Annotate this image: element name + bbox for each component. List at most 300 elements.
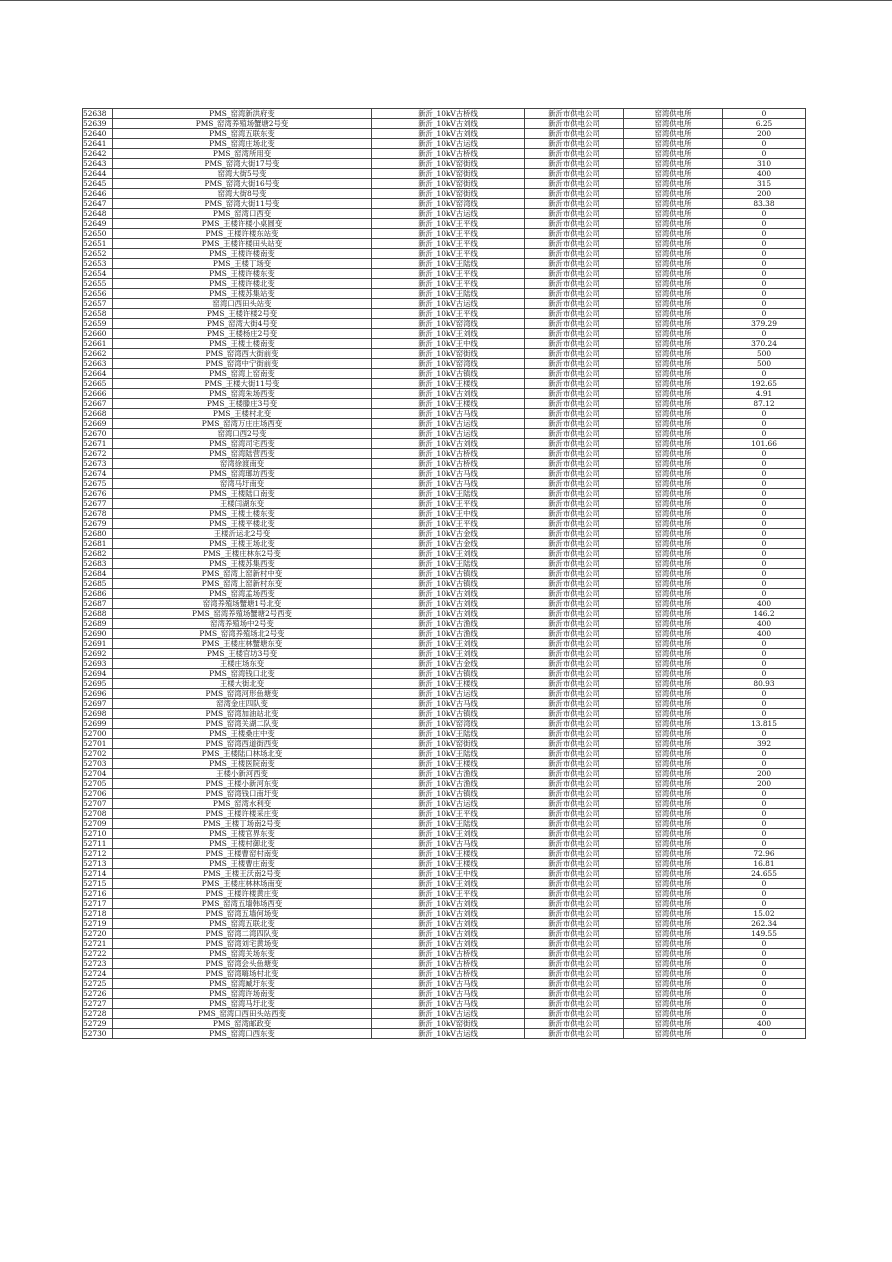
company-cell: 新沂市供电公司 (525, 789, 624, 799)
station-cell: 窑湾供电所 (624, 959, 723, 969)
station-cell: 窑湾供电所 (624, 879, 723, 889)
company-cell: 新沂市供电公司 (525, 599, 624, 609)
company-cell: 新沂市供电公司 (525, 849, 624, 859)
company-cell: 新沂市供电公司 (525, 229, 624, 239)
value-cell: 0 (723, 419, 806, 429)
row-id-cell: 52673 (83, 459, 113, 469)
value-cell: 0 (723, 989, 806, 999)
row-id-cell: 52722 (83, 949, 113, 959)
company-cell: 新沂市供电公司 (525, 499, 624, 509)
value-cell: 0 (723, 729, 806, 739)
transformer-name-cell: PMS_窑湾口西变 (113, 209, 372, 219)
row-id-cell: 52706 (83, 789, 113, 799)
row-id-cell: 52663 (83, 359, 113, 369)
company-cell: 新沂市供电公司 (525, 719, 624, 729)
transformer-name-cell: PMS_王楼陆口林场北变 (113, 749, 372, 759)
station-cell: 窑湾供电所 (624, 589, 723, 599)
value-cell: 400 (723, 1019, 806, 1029)
feeder-line-cell: 新沂_10kV王陆线 (372, 489, 525, 499)
table-row (83, 109, 806, 119)
table-row (83, 689, 806, 699)
table-row (83, 879, 806, 889)
station-cell: 窑湾供电所 (624, 979, 723, 989)
transformer-name-cell: PMS_窑湾关湖二队变 (113, 719, 372, 729)
company-cell: 新沂市供电公司 (525, 359, 624, 369)
row-id-cell: 52674 (83, 469, 113, 479)
company-cell: 新沂市供电公司 (525, 329, 624, 339)
transformer-name-cell: 窑湾大街5号变 (113, 169, 372, 179)
value-cell: 15.02 (723, 909, 806, 919)
table-row (83, 759, 806, 769)
company-cell: 新沂市供电公司 (525, 459, 624, 469)
transformer-name-cell: PMS_王楼王沃南2号变 (113, 869, 372, 879)
feeder-line-cell: 新沂_10kV王平线 (372, 309, 525, 319)
company-cell: 新沂市供电公司 (525, 119, 624, 129)
value-cell: 80.93 (723, 679, 806, 689)
value-cell: 0 (723, 709, 806, 719)
transformer-name-cell: PMS_窑湾中宁街前变 (113, 359, 372, 369)
feeder-line-cell: 新沂_10kV王刘线 (372, 329, 525, 339)
feeder-line-cell: 新沂_10kV古渔线 (372, 779, 525, 789)
table-row (83, 479, 806, 489)
company-cell: 新沂市供电公司 (525, 649, 624, 659)
row-id-cell: 52689 (83, 619, 113, 629)
table-row (83, 909, 806, 919)
feeder-line-cell: 新沂_10kV王平线 (372, 889, 525, 899)
station-cell: 窑湾供电所 (624, 289, 723, 299)
table-row (83, 769, 806, 779)
station-cell: 窑湾供电所 (624, 199, 723, 209)
value-cell: 0 (723, 899, 806, 909)
table-row (83, 329, 806, 339)
company-cell: 新沂市供电公司 (525, 899, 624, 909)
feeder-line-cell: 新沂_10kV古刘线 (372, 589, 525, 599)
table-row (83, 949, 806, 959)
station-cell: 窑湾供电所 (624, 689, 723, 699)
value-cell: 200 (723, 129, 806, 139)
feeder-line-cell: 新沂_10kV王楼线 (372, 399, 525, 409)
table-row (83, 869, 806, 879)
company-cell: 新沂市供电公司 (525, 169, 624, 179)
transformer-name-cell: PMS_窑湾许场南变 (113, 989, 372, 999)
table-row (83, 239, 806, 249)
company-cell: 新沂市供电公司 (525, 129, 624, 139)
value-cell: 0 (723, 109, 806, 119)
feeder-line-cell: 新沂_10kV王楼线 (372, 859, 525, 869)
transformer-name-cell: PMS_窑湾养殖场北2号变 (113, 629, 372, 639)
feeder-line-cell: 新沂_10kV古运线 (372, 299, 525, 309)
value-cell: 0 (723, 209, 806, 219)
transformer-name-cell: PMS_窑湾五墙韩场西变 (113, 899, 372, 909)
value-cell: 0 (723, 999, 806, 1009)
company-cell: 新沂市供电公司 (525, 739, 624, 749)
value-cell: 83.38 (723, 199, 806, 209)
value-cell: 379.29 (723, 319, 806, 329)
row-id-cell: 52652 (83, 249, 113, 259)
row-id-cell: 52668 (83, 409, 113, 419)
transformer-name-cell: PMS_王楼大街11号变 (113, 379, 372, 389)
transformer-name-cell: 窑湾大街8号变 (113, 189, 372, 199)
station-cell: 窑湾供电所 (624, 1009, 723, 1019)
transformer-name-cell: PMS_王楼丁场变 (113, 259, 372, 269)
station-cell: 窑湾供电所 (624, 859, 723, 869)
station-cell: 窑湾供电所 (624, 679, 723, 689)
row-id-cell: 52711 (83, 839, 113, 849)
value-cell: 0 (723, 959, 806, 969)
transformer-table (82, 108, 806, 1039)
row-id-cell: 52719 (83, 919, 113, 929)
feeder-line-cell: 新沂_10kV王陆线 (372, 749, 525, 759)
company-cell: 新沂市供电公司 (525, 879, 624, 889)
row-id-cell: 52724 (83, 969, 113, 979)
table-row (83, 159, 806, 169)
row-id-cell: 52666 (83, 389, 113, 399)
feeder-line-cell: 新沂_10kV古刘线 (372, 599, 525, 609)
row-id-cell: 52643 (83, 159, 113, 169)
feeder-line-cell: 新沂_10kV古镇线 (372, 569, 525, 579)
transformer-name-cell: PMS_窑湾大街17号变 (113, 159, 372, 169)
station-cell: 窑湾供电所 (624, 809, 723, 819)
station-cell: 窑湾供电所 (624, 269, 723, 279)
table-row (83, 279, 806, 289)
station-cell: 窑湾供电所 (624, 319, 723, 329)
transformer-name-cell: PMS_窑湾所用变 (113, 149, 372, 159)
transformer-name-cell: PMS_王楼土楼东变 (113, 509, 372, 519)
station-cell: 窑湾供电所 (624, 159, 723, 169)
feeder-line-cell: 新沂_10kV古桥线 (372, 459, 525, 469)
value-cell: 0 (723, 789, 806, 799)
value-cell: 0 (723, 369, 806, 379)
station-cell: 窑湾供电所 (624, 649, 723, 659)
value-cell: 192.65 (723, 379, 806, 389)
feeder-line-cell: 新沂_10kV古金线 (372, 529, 525, 539)
row-id-cell: 52678 (83, 509, 113, 519)
company-cell: 新沂市供电公司 (525, 279, 624, 289)
table-row (83, 699, 806, 709)
table-row (83, 219, 806, 229)
table-row (83, 449, 806, 459)
station-cell: 窑湾供电所 (624, 339, 723, 349)
company-cell: 新沂市供电公司 (525, 259, 624, 269)
value-cell: 0 (723, 329, 806, 339)
transformer-name-cell: PMS_窑湾西道街西变 (113, 739, 372, 749)
station-cell: 窑湾供电所 (624, 759, 723, 769)
feeder-line-cell: 新沂_10kV王刘线 (372, 879, 525, 889)
station-cell: 窑湾供电所 (624, 829, 723, 839)
row-id-cell: 52665 (83, 379, 113, 389)
table-row (83, 959, 806, 969)
transformer-name-cell: PMS_窑湾上窑南变 (113, 369, 372, 379)
row-id-cell: 52662 (83, 349, 113, 359)
value-cell: 0 (723, 979, 806, 989)
feeder-line-cell: 新沂_10kV古刘线 (372, 909, 525, 919)
station-cell: 窑湾供电所 (624, 749, 723, 759)
station-cell: 窑湾供电所 (624, 329, 723, 339)
table-row (83, 429, 806, 439)
table-row (83, 129, 806, 139)
station-cell: 窑湾供电所 (624, 999, 723, 1009)
feeder-line-cell: 新沂_10kV王楼线 (372, 379, 525, 389)
station-cell: 窑湾供电所 (624, 379, 723, 389)
transformer-name-cell: PMS_王楼许楼东站变 (113, 229, 372, 239)
transformer-name-cell: PMS_王楼王场北变 (113, 539, 372, 549)
row-id-cell: 52647 (83, 199, 113, 209)
station-cell: 窑湾供电所 (624, 469, 723, 479)
feeder-line-cell: 新沂_10kV古金线 (372, 539, 525, 549)
transformer-name-cell: PMS_王楼许楼田头站变 (113, 239, 372, 249)
row-id-cell: 52657 (83, 299, 113, 309)
value-cell: 149.55 (723, 929, 806, 939)
feeder-line-cell: 新沂_10kV古桥线 (372, 449, 525, 459)
company-cell: 新沂市供电公司 (525, 939, 624, 949)
value-cell: 0 (723, 499, 806, 509)
transformer-name-cell: PMS_窑湾马圩北变 (113, 999, 372, 1009)
station-cell: 窑湾供电所 (624, 729, 723, 739)
station-cell: 窑湾供电所 (624, 369, 723, 379)
row-id-cell: 52713 (83, 859, 113, 869)
table-row (83, 859, 806, 869)
row-id-cell: 52710 (83, 829, 113, 839)
row-id-cell: 52716 (83, 889, 113, 899)
row-id-cell: 52688 (83, 609, 113, 619)
station-cell: 窑湾供电所 (624, 899, 723, 909)
value-cell: 16.81 (723, 859, 806, 869)
transformer-name-cell: PMS_王楼小新河东变 (113, 779, 372, 789)
station-cell: 窑湾供电所 (624, 619, 723, 629)
table-row (83, 339, 806, 349)
row-id-cell: 52669 (83, 419, 113, 429)
feeder-line-cell: 新沂_10kV古刘线 (372, 899, 525, 909)
row-id-cell: 52714 (83, 869, 113, 879)
feeder-line-cell: 新沂_10kV窑湾线 (372, 319, 525, 329)
company-cell: 新沂市供电公司 (525, 1009, 624, 1019)
row-id-cell: 52661 (83, 339, 113, 349)
row-id-cell: 52699 (83, 719, 113, 729)
value-cell: 0 (723, 269, 806, 279)
station-cell: 窑湾供电所 (624, 909, 723, 919)
feeder-line-cell: 新沂_10kV王平线 (372, 499, 525, 509)
station-cell: 窑湾供电所 (624, 849, 723, 859)
feeder-line-cell: 新沂_10kV古刘线 (372, 439, 525, 449)
table-row (83, 419, 806, 429)
transformer-name-cell: PMS_窑湾邮政变 (113, 1019, 372, 1029)
company-cell: 新沂市供电公司 (525, 339, 624, 349)
feeder-line-cell: 新沂_10kV古运线 (372, 139, 525, 149)
company-cell: 新沂市供电公司 (525, 189, 624, 199)
value-cell: 0 (723, 479, 806, 489)
feeder-line-cell: 新沂_10kV古桥线 (372, 109, 525, 119)
transformer-name-cell: PMS_窑湾刘宅黄场变 (113, 939, 372, 949)
transformer-name-cell: PMS_王楼苏集站变 (113, 289, 372, 299)
value-cell: 400 (723, 629, 806, 639)
transformer-name-cell: PMS_窑湾臧圩东变 (113, 979, 372, 989)
feeder-line-cell: 新沂_10kV古渔线 (372, 769, 525, 779)
transformer-name-cell: 窑湾养殖场蟹塘1号北变 (113, 599, 372, 609)
table-row (83, 259, 806, 269)
company-cell: 新沂市供电公司 (525, 919, 624, 929)
company-cell: 新沂市供电公司 (525, 729, 624, 739)
row-id-cell: 52639 (83, 119, 113, 129)
feeder-line-cell: 新沂_10kV古刘线 (372, 609, 525, 619)
feeder-line-cell: 新沂_10kV古马线 (372, 699, 525, 709)
transformer-name-cell: 王楼沂运北2号变 (113, 529, 372, 539)
transformer-name-cell: 窑湾口西2号变 (113, 429, 372, 439)
value-cell: 13.815 (723, 719, 806, 729)
table-row (83, 249, 806, 259)
table-row (83, 709, 806, 719)
transformer-name-cell: PMS_王楼许楼黄庄变 (113, 889, 372, 899)
transformer-name-cell: PMS_窑湾大街16号变 (113, 179, 372, 189)
row-id-cell: 52692 (83, 649, 113, 659)
table-row (83, 529, 806, 539)
row-id-cell: 52659 (83, 319, 113, 329)
station-cell: 窑湾供电所 (624, 949, 723, 959)
value-cell: 0 (723, 409, 806, 419)
row-id-cell: 52682 (83, 549, 113, 559)
feeder-line-cell: 新沂_10kV窑街线 (372, 349, 525, 359)
feeder-line-cell: 新沂_10kV王陆线 (372, 289, 525, 299)
transformer-name-cell: PMS_王楼丁场南2号变 (113, 819, 372, 829)
table-row (83, 919, 806, 929)
feeder-line-cell: 新沂_10kV古马线 (372, 999, 525, 1009)
transformer-name-cell: PMS_窑湾水利变 (113, 799, 372, 809)
row-id-cell: 52680 (83, 529, 113, 539)
table-row (83, 739, 806, 749)
station-cell: 窑湾供电所 (624, 559, 723, 569)
company-cell: 新沂市供电公司 (525, 139, 624, 149)
company-cell: 新沂市供电公司 (525, 449, 624, 459)
table-row (83, 1009, 806, 1019)
value-cell: 87.12 (723, 399, 806, 409)
value-cell: 262.34 (723, 919, 806, 929)
table-row (83, 539, 806, 549)
company-cell: 新沂市供电公司 (525, 159, 624, 169)
value-cell: 0 (723, 1009, 806, 1019)
value-cell: 4.91 (723, 389, 806, 399)
station-cell: 窑湾供电所 (624, 139, 723, 149)
row-id-cell: 52721 (83, 939, 113, 949)
company-cell: 新沂市供电公司 (525, 149, 624, 159)
company-cell: 新沂市供电公司 (525, 799, 624, 809)
row-id-cell: 52655 (83, 279, 113, 289)
table-row (83, 789, 806, 799)
feeder-line-cell: 新沂_10kV窑湾线 (372, 199, 525, 209)
transformer-name-cell: PMS_王楼曹窑村南变 (113, 849, 372, 859)
table-row (83, 209, 806, 219)
transformer-name-cell: PMS_窑湾二湾四队变 (113, 929, 372, 939)
feeder-line-cell: 新沂_10kV古桥线 (372, 149, 525, 159)
feeder-line-cell: 新沂_10kV王平线 (372, 219, 525, 229)
company-cell: 新沂市供电公司 (525, 959, 624, 969)
value-cell: 0 (723, 939, 806, 949)
row-id-cell: 52641 (83, 139, 113, 149)
value-cell: 392 (723, 739, 806, 749)
feeder-line-cell: 新沂_10kV古运线 (372, 689, 525, 699)
row-id-cell: 52640 (83, 129, 113, 139)
value-cell: 0 (723, 659, 806, 669)
value-cell: 0 (723, 549, 806, 559)
row-id-cell: 52696 (83, 689, 113, 699)
station-cell: 窑湾供电所 (624, 709, 723, 719)
value-cell: 0 (723, 309, 806, 319)
feeder-line-cell: 新沂_10kV古运线 (372, 429, 525, 439)
table-row (83, 169, 806, 179)
value-cell: 0 (723, 139, 806, 149)
company-cell: 新沂市供电公司 (525, 629, 624, 639)
company-cell: 新沂市供电公司 (525, 519, 624, 529)
value-cell: 200 (723, 779, 806, 789)
feeder-line-cell: 新沂_10kV古镇线 (372, 789, 525, 799)
value-cell: 400 (723, 169, 806, 179)
value-cell: 200 (723, 769, 806, 779)
value-cell: 0 (723, 299, 806, 309)
company-cell: 新沂市供电公司 (525, 479, 624, 489)
transformer-name-cell: PMS_王楼许楼采庄变 (113, 809, 372, 819)
transformer-name-cell: PMS_王楼庄林东2号变 (113, 549, 372, 559)
company-cell: 新沂市供电公司 (525, 469, 624, 479)
company-cell: 新沂市供电公司 (525, 1019, 624, 1029)
transformer-name-cell: PMS_窑湾河形鱼塘变 (113, 689, 372, 699)
company-cell: 新沂市供电公司 (525, 589, 624, 599)
station-cell: 窑湾供电所 (624, 699, 723, 709)
company-cell: 新沂市供电公司 (525, 289, 624, 299)
page-top-border (0, 0, 892, 1)
table-row (83, 369, 806, 379)
station-cell: 窑湾供电所 (624, 1029, 723, 1039)
transformer-name-cell: PMS_王楼庄林蟹塘东变 (113, 639, 372, 649)
value-cell: 0 (723, 489, 806, 499)
transformer-name-cell: PMS_王楼平楼北变 (113, 519, 372, 529)
row-id-cell: 52709 (83, 819, 113, 829)
company-cell: 新沂市供电公司 (525, 709, 624, 719)
company-cell: 新沂市供电公司 (525, 909, 624, 919)
company-cell: 新沂市供电公司 (525, 559, 624, 569)
row-id-cell: 52691 (83, 639, 113, 649)
company-cell: 新沂市供电公司 (525, 699, 624, 709)
station-cell: 窑湾供电所 (624, 789, 723, 799)
transformer-name-cell: PMS_窑湾上窑新村东变 (113, 579, 372, 589)
transformer-name-cell: PMS_王楼许楼东变 (113, 269, 372, 279)
company-cell: 新沂市供电公司 (525, 979, 624, 989)
transformer-name-cell: 窑湾金庄四队变 (113, 699, 372, 709)
company-cell: 新沂市供电公司 (525, 489, 624, 499)
value-cell: 0 (723, 249, 806, 259)
company-cell: 新沂市供电公司 (525, 409, 624, 419)
station-cell: 窑湾供电所 (624, 509, 723, 519)
transformer-name-cell: 王楼小新河西变 (113, 769, 372, 779)
table-row (83, 799, 806, 809)
transformer-name-cell: PMS_窑湾庄场北变 (113, 139, 372, 149)
feeder-line-cell: 新沂_10kV古刘线 (372, 129, 525, 139)
feeder-line-cell: 新沂_10kV王平线 (372, 279, 525, 289)
feeder-line-cell: 新沂_10kV王刘线 (372, 829, 525, 839)
station-cell: 窑湾供电所 (624, 209, 723, 219)
station-cell: 窑湾供电所 (624, 919, 723, 929)
table-row (83, 119, 806, 129)
company-cell: 新沂市供电公司 (525, 869, 624, 879)
table-row (83, 569, 806, 579)
company-cell: 新沂市供电公司 (525, 929, 624, 939)
value-cell: 0 (723, 229, 806, 239)
row-id-cell: 52650 (83, 229, 113, 239)
row-id-cell: 52645 (83, 179, 113, 189)
station-cell: 窑湾供电所 (624, 249, 723, 259)
company-cell: 新沂市供电公司 (525, 199, 624, 209)
table-row (83, 189, 806, 199)
company-cell: 新沂市供电公司 (525, 999, 624, 1009)
feeder-line-cell: 新沂_10kV王陆线 (372, 819, 525, 829)
transformer-name-cell: PMS_窑湾关场东变 (113, 949, 372, 959)
